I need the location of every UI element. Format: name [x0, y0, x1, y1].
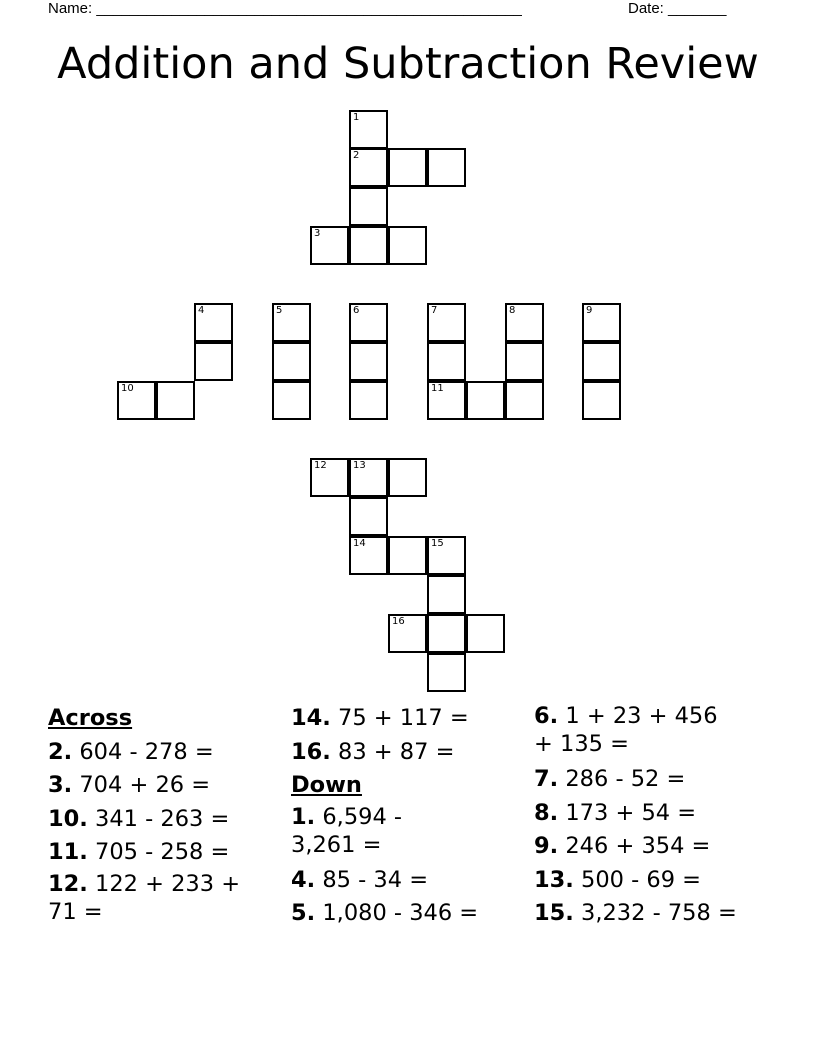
clue-number: 14. [291, 705, 331, 731]
clue-item [48, 836, 282, 870]
clue-item [291, 736, 525, 770]
page-title: Addition and Subtraction Review [57, 39, 759, 89]
clue-number: 5. [291, 900, 316, 926]
date-field-label: Date: _______ [628, 0, 727, 17]
crossword-cell[interactable] [388, 614, 427, 653]
clue-text: 1,080 - 346 = [322, 900, 479, 926]
crossword-cell[interactable] [156, 381, 195, 420]
clue-number: 2. [48, 738, 73, 765]
clue-item [534, 830, 774, 864]
clue-text: 286 - 52 = [565, 766, 686, 792]
clue-item [48, 870, 263, 931]
clue-number: 15. [534, 900, 574, 926]
crossword-cell[interactable] [505, 303, 544, 342]
clues-column-2 [291, 702, 525, 931]
clue-item [48, 803, 282, 837]
crossword-cell[interactable] [427, 653, 466, 692]
crossword-cell[interactable] [349, 110, 388, 149]
clue-text: 85 - 34 = [322, 866, 429, 893]
clue-text: 6,594 - 3,261 = [291, 803, 403, 858]
crossword-cell[interactable] [310, 458, 349, 497]
crossword-cell[interactable] [582, 342, 621, 381]
crossword-cell[interactable] [310, 226, 349, 265]
crossword-cell[interactable] [388, 226, 427, 265]
clue-number: 16 [392, 616, 405, 627]
crossword-cell[interactable] [272, 303, 311, 342]
clue-text: 705 - 258 = [95, 839, 230, 865]
clue-text: 75 + 117 = [338, 705, 469, 731]
clue-item [291, 864, 525, 898]
clue-item [534, 763, 774, 797]
clue-text: 500 - 69 = [581, 866, 702, 893]
clue-item [534, 897, 774, 931]
crossword-cell[interactable] [505, 342, 544, 381]
clue-item [48, 769, 282, 803]
clue-text: 341 - 263 = [95, 805, 230, 832]
crossword-cell[interactable] [466, 614, 505, 653]
crossword-cell[interactable] [272, 342, 311, 381]
down-heading: Down [291, 772, 362, 798]
clue-number: 1. [291, 803, 316, 830]
clue-number: 13 [353, 460, 366, 471]
clue-number: 3 [314, 228, 321, 239]
clue-number: 13. [534, 866, 574, 893]
clue-number: 10. [48, 805, 88, 832]
clue-text: 83 + 87 = [338, 738, 455, 765]
crossword-cell[interactable] [427, 381, 466, 420]
clue-item [534, 797, 774, 831]
clues-column-1 [48, 702, 282, 931]
crossword-cell[interactable] [388, 536, 427, 575]
clue-number: 6 [353, 305, 360, 316]
crossword-cell[interactable] [582, 303, 621, 342]
clue-item [291, 702, 525, 736]
clue-item [534, 864, 774, 898]
clue-number: 5 [276, 305, 283, 316]
clue-number: 15 [431, 538, 444, 549]
crossword-cell[interactable] [349, 381, 388, 420]
clue-number: 2 [353, 150, 360, 161]
crossword-cell[interactable] [427, 536, 466, 575]
clue-number: 4 [198, 305, 205, 316]
clue-item [291, 897, 525, 931]
crossword-cell[interactable] [427, 575, 466, 614]
clue-number: 8. [534, 799, 559, 826]
crossword-cell[interactable] [388, 458, 427, 497]
crossword-cell[interactable] [466, 381, 505, 420]
clue-number: 7. [534, 766, 559, 792]
crossword-cell[interactable] [427, 614, 466, 653]
clue-item [48, 736, 282, 770]
clue-number: 3. [48, 772, 73, 798]
clue-number: 8 [509, 305, 516, 316]
crossword-cell[interactable] [272, 381, 311, 420]
clue-number: 4. [291, 866, 316, 893]
clue-number: 12. [48, 870, 88, 897]
clue-text: 604 - 278 = [79, 738, 214, 765]
crossword-cell[interactable] [117, 381, 156, 420]
clue-number: 11 [431, 383, 444, 394]
crossword-cell[interactable] [427, 342, 466, 381]
crossword-cell[interactable] [349, 303, 388, 342]
crossword-cell[interactable] [349, 342, 388, 381]
crossword-cell[interactable] [349, 148, 388, 187]
clue-text: 3,232 - 758 = [581, 900, 737, 926]
crossword-cell[interactable] [194, 303, 233, 342]
name-field-label: Name: ___________________________________________________ [48, 0, 522, 17]
clue-text: 246 + 354 = [565, 833, 711, 859]
clue-item [534, 702, 734, 763]
clue-number: 7 [431, 305, 438, 316]
clue-number: 14 [353, 538, 366, 549]
across-heading: Across [48, 705, 133, 731]
clue-text: 1 + 23 + 456 + 135 = [534, 703, 718, 757]
crossword-cell[interactable] [505, 381, 544, 420]
crossword-cell[interactable] [194, 342, 233, 381]
crossword-cell[interactable] [349, 187, 388, 226]
clue-number: 9. [534, 833, 559, 859]
crossword-cell[interactable] [349, 226, 388, 265]
crossword-cell[interactable] [427, 303, 466, 342]
clue-number: 12 [314, 460, 327, 471]
crossword-cell[interactable] [582, 381, 621, 420]
clue-item [291, 803, 441, 864]
clues-column-3 [534, 702, 774, 931]
clue-text: 704 + 26 = [79, 772, 211, 798]
crossword-cell[interactable] [349, 458, 388, 497]
clue-number: 16. [291, 738, 331, 765]
crossword-cell[interactable] [427, 148, 466, 187]
clue-text: 122 + 233 + 71 = [48, 870, 241, 925]
clue-text: 173 + 54 = [565, 799, 697, 826]
crossword-cell[interactable] [349, 497, 388, 536]
crossword-cell[interactable] [388, 148, 427, 187]
clue-number: 6. [534, 703, 559, 729]
crossword-cell[interactable] [349, 536, 388, 575]
clue-number: 1 [353, 112, 360, 123]
clue-number: 9 [586, 305, 593, 316]
clue-number: 10 [121, 383, 134, 394]
clue-number: 11. [48, 839, 88, 865]
